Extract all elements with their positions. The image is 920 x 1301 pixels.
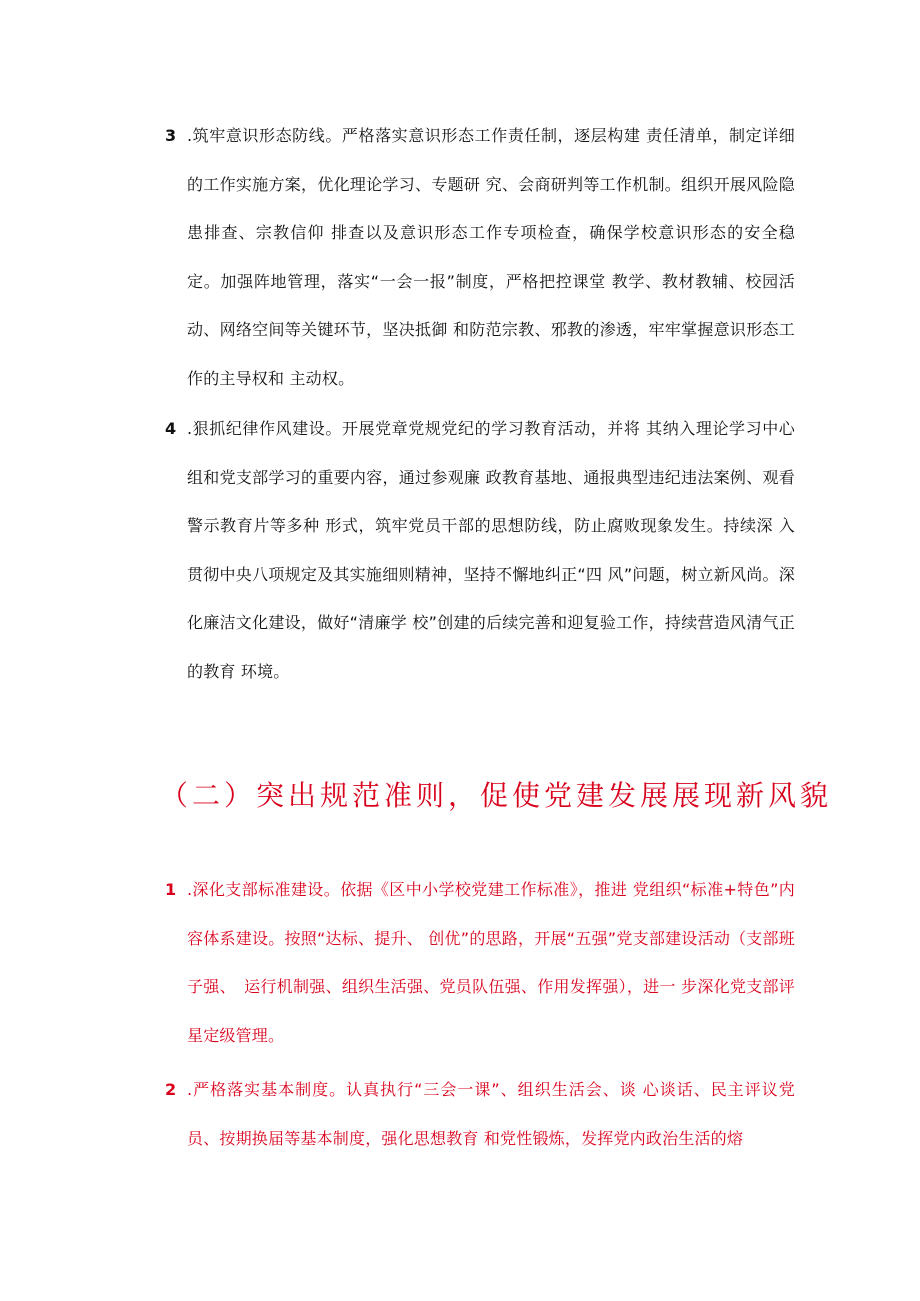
paragraph-item-1 xyxy=(165,866,795,1060)
item-number: 3 xyxy=(165,126,177,145)
paragraph-item-3 xyxy=(165,112,795,403)
section-heading: （二）突出规范准则，促使党建发展展现新风貌 xyxy=(160,779,833,812)
item-number: 2 xyxy=(165,1080,177,1099)
paragraph-item-4 xyxy=(165,405,795,696)
item-text: .狠抓纪律作风建设。开展党章党规党纪的学习教育活动，并将 其纳入理论学习中心组和党支部学习的重要内容，通过参观廉 政教育基地、通报典型违纪违法案例、观看警示教育片等多种 形式，筑牢党员干部的思想防线，防止腐败现象发生。持续深 入贯彻中央八项规定及其实施细则精神，坚持不懈地纠正“四 风”问题，树立新风尚。深化廉洁文化建设，做好“清廉学 校”创建的后续完善和迎复验工作，持续营造风清气正的教育 环境。 xyxy=(187,419,795,681)
item-text: .深化支部标准建设。依据《区中小学校党建工作标准》，推进 党组织“标准+特色”内容体系建设。按照“达标、提升、 创优”的思路，开展“五强”党支部建设活动（支部班子强、 运行机制强、组织生活强、党员队伍强、作用发挥强），进一 步深化党支部评星定级管理。 xyxy=(187,880,795,1045)
item-text: .严格落实基本制度。认真执行“三会一课”、组织生活会、谈 心谈话、民主评议党员、按期换届等基本制度，强化思想教育 和党性锻炼，发挥党内政治生活的熔 xyxy=(187,1080,795,1148)
item-text: .筑牢意识形态防线。严格落实意识形态工作责任制，逐层构建 责任清单，制定详细的工作实施方案，优化理论学习、专题研 究、会商研判等工作机制。组织开展风险隐患排查、宗教信仰 排查以及意识形态工作专项检查，确保学校意识形态的安全稳 定。加强阵地管理，落实“一会一报”制度，严格把控课堂 教学、教材教辅、校园活动、网络空间等关键环节，坚决抵御 和防范宗教、邪教的渗透，牢牢掌握意识形态工作的主导权和 主动权。 xyxy=(187,126,795,388)
paragraph-item-2 xyxy=(165,1066,795,1163)
item-number: 1 xyxy=(165,880,177,899)
item-number: 4 xyxy=(165,419,177,438)
